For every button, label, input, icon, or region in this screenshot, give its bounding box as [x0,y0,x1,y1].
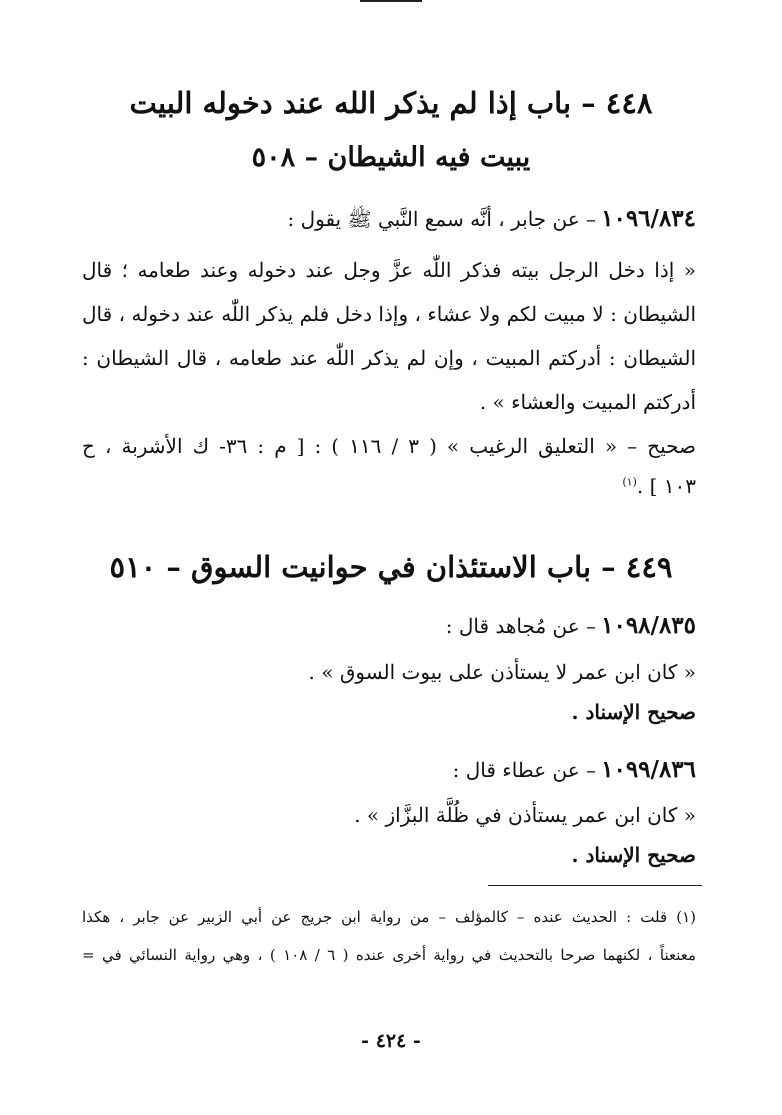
top-rule [360,0,422,2]
hadith-835-header [446,612,696,639]
chapter-449-title: ٤٤٩ – باب الاستئذان في حوانيت السوق – ٥١٠ [109,550,673,584]
hadith-834-intro: – عن جابر ، أنَّه سمع النَّبي ﷺ يقول : [287,207,597,231]
chapter-448-title: ٤٤٨ – باب إذا لم يذكر الله عند دخوله البيت [129,86,653,120]
hadith-835-number: ١٠٩٨/٨٣٥ [601,612,696,639]
hadith-834-text-line-4: أدركتم المبيت والعشاء » . [479,390,696,414]
footnote-line-2: معنعناً ، لكنهما صرحا بالتحديث في رواية أخرى عنده ( ٦ / ١٠٨ ) ، وهي رواية النسائي في = [82,946,696,964]
hadith-836-number: ١٠٩٩/٨٣٦ [601,756,696,783]
hadith-834-text-line-3: الشيطان : أدركتم المبيت ، وإن لم يذكر اللّٰه عند طعامه ، قال الشيطان : [82,346,696,370]
hadith-834-grade-line-2: ١٠٣ ] . [636,474,696,498]
hadith-834-text-line-2: الشيطان : لا مبيت لكم ولا عشاء ، وإذا دخل فلم يذكر اللّٰه عند دخوله ، قال [82,302,696,326]
footnote-rule [488,885,702,886]
hadith-834-grade-continued [622,474,696,498]
hadith-836-header [453,756,696,783]
hadith-836-grade: صحيح الإسناد . [571,843,696,867]
hadith-834-header [287,205,696,236]
footnote-line-1: (١) قلت : الحديث عنده – كالمؤلف – من رواية ابن جريج عن أبي الزبير عن جابر ، هكذا [82,908,696,926]
chapter-448-title-continued: يبيت فيه الشيطان – ٥٠٨ [251,142,531,173]
hadith-835-grade: صحيح الإسناد . [571,700,696,724]
hadith-835-intro: – عن مُجاهد قال : [445,614,597,638]
hadith-834-grade: صحيح – « التعليق الرغيب » ( ٣ / ١١٦ ) : [ م : ٣٦- ك الأشربة ، ح [82,434,697,458]
hadith-834-text-line-1: « إذا دخل الرجل بيته فذكر اللّٰه عزَّ وجل عند دخوله وعند طعامه ؛ قال [82,258,696,282]
hadith-836-intro: – عن عطاء قال : [452,758,597,782]
hadith-836-text: « كان ابن عمر يستأذن في ظُلَّة البزَّاز » . [354,803,696,827]
page-number: - ٤٢٤ - [361,1030,421,1052]
hadith-834-number: ١٠٩٦/٨٣٤ [601,205,696,232]
footnote-marker: (١) [622,475,637,489]
hadith-835-text: « كان ابن عمر لا يستأذن على بيوت السوق » . [308,660,696,684]
